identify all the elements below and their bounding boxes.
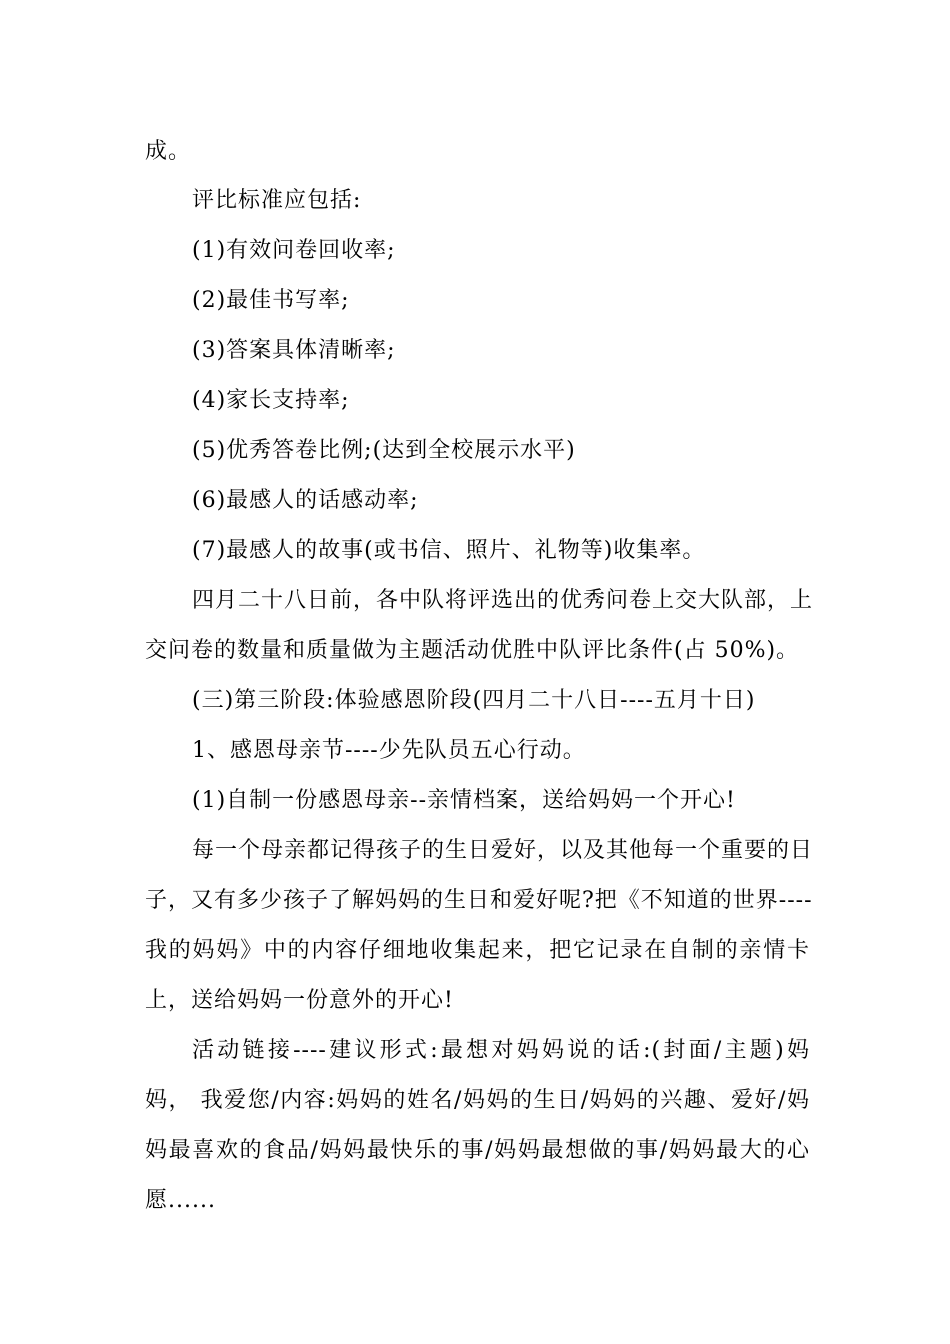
- text-line-5: (3)答案具体清晰率;: [192, 338, 396, 363]
- text-line-18: 上，送给妈妈一份意外的开心!: [145, 988, 454, 1013]
- text-line-22: 愿......: [145, 1188, 216, 1213]
- text-line-17: 我的妈妈》中的内容仔细地收集起来，把它记录在自制的亲情卡: [145, 938, 810, 963]
- text-line-14: (1)自制一份感恩母亲--亲情档案，送给妈妈一个开心!: [192, 788, 736, 813]
- text-line-1: 成。: [145, 139, 192, 164]
- text-line-11: 交问卷的数量和质量做为主题活动优胜中队评比条件(占 50%)。: [145, 638, 800, 663]
- text-line-21: 妈最喜欢的食品/妈妈最快乐的事/妈妈最想做的事/妈妈最大的心: [145, 1138, 810, 1163]
- text-line-16: 子，又有多少孩子了解妈妈的生日和爱好呢?把《不知道的世界----: [145, 888, 813, 913]
- text-line-19: 活动链接----建议形式:最想对妈妈说的话:(封面/主题)妈: [192, 1038, 810, 1063]
- text-line-12: (三)第三阶段:体验感恩阶段(四月二十八日----五月十日): [192, 688, 756, 713]
- text-line-3: (1)有效问卷回收率;: [192, 238, 396, 263]
- text-line-7: (5)优秀答卷比例;(达到全校展示水平): [192, 438, 576, 463]
- text-line-10: 四月二十八日前，各中队将评选出的优秀问卷上交大队部，上: [192, 588, 814, 613]
- text-line-13: 1、感恩母亲节----少先队员五心行动。: [192, 738, 586, 763]
- text-line-9: (7)最感人的故事(或书信、照片、礼物等)收集率。: [192, 538, 706, 563]
- text-line-2: 评比标准应包括:: [192, 188, 362, 213]
- text-line-15: 每一个母亲都记得孩子的生日爱好，以及其他每一个重要的日: [192, 838, 814, 863]
- text-line-4: (2)最佳书写率;: [192, 288, 350, 313]
- text-line-20: 妈， 我爱您/内容:妈妈的姓名/妈妈的生日/妈妈的兴趣、爱好/妈: [145, 1088, 810, 1113]
- text-line-6: (4)家长支持率;: [192, 388, 350, 413]
- text-line-8: (6)最感人的话感动率;: [192, 488, 419, 513]
